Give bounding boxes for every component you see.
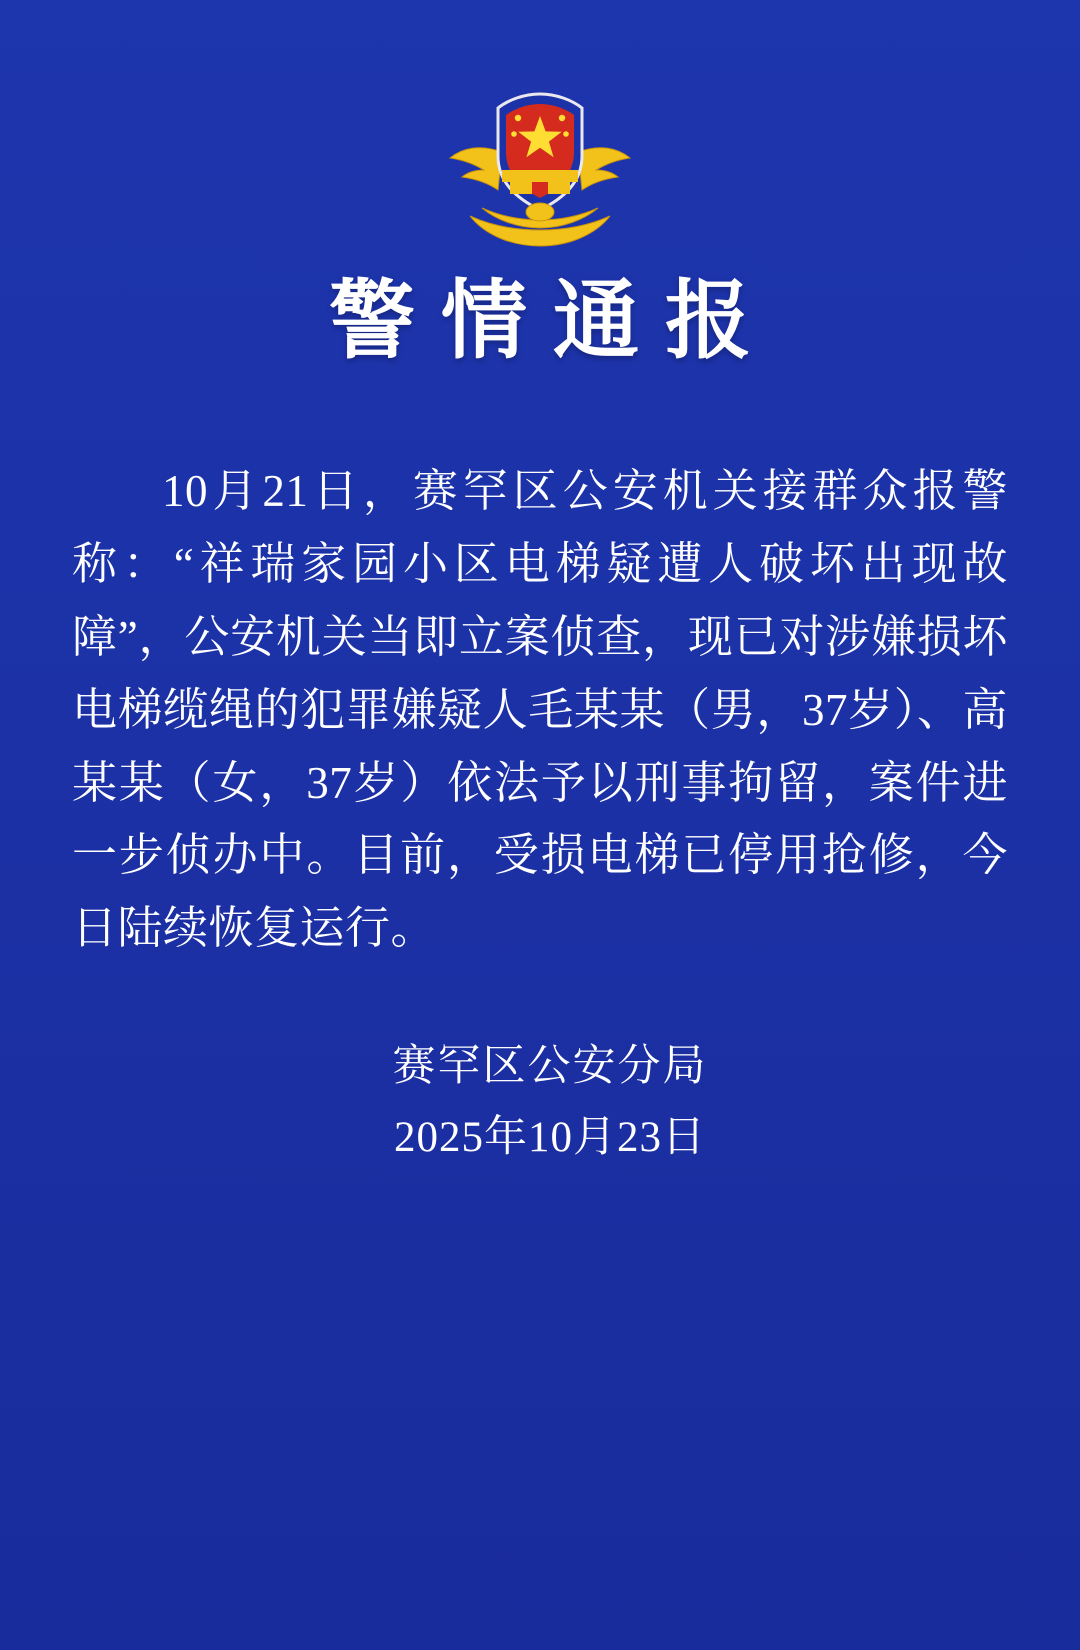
notice-body-text: 10月21日，赛罕区公安机关接群众报警称：“祥瑞家园小区电梯疑遭人破坏出现故障”，公安机关当即立案侦查，现已对涉嫌损坏电梯缆绳的犯罪嫌疑人毛某某（男，37岁）、高某某（女，37岁）依法予以刑事拘留，案件进一步侦办中。目前，受损电梯已停用抢修，今日陆续恢复运行。: [72, 466, 1008, 954]
emblem-container: [0, 78, 1080, 256]
signature-block: [0, 1035, 1080, 1170]
issue-date: 2025年10月23日: [394, 1113, 706, 1161]
issuing-authority: 赛罕区公安分局: [392, 1043, 708, 1090]
china-police-badge-icon: [440, 78, 640, 256]
page-title: 警情通报: [329, 270, 777, 371]
